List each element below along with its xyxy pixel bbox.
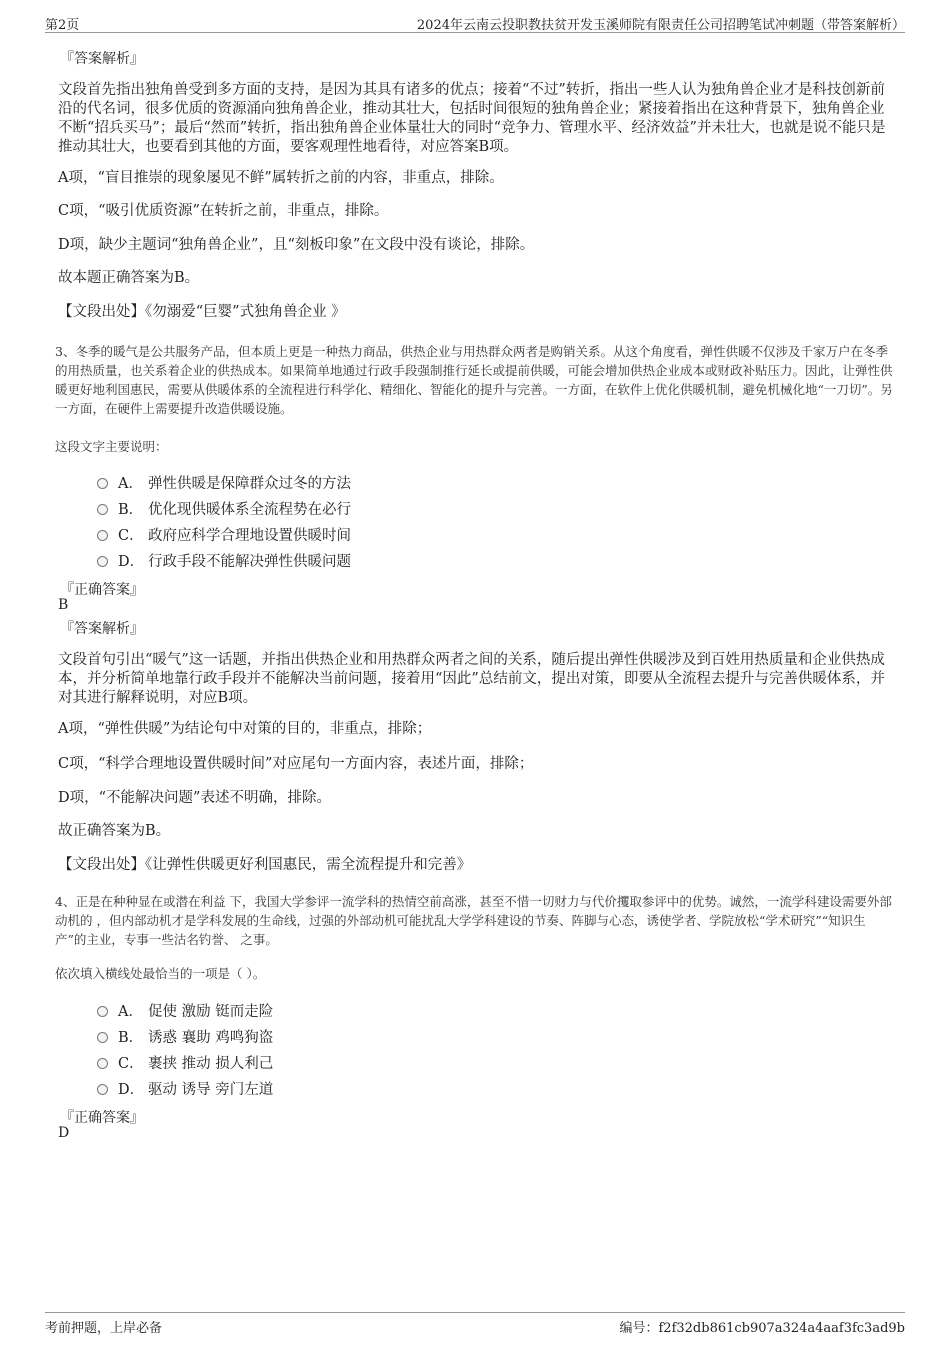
q2-analysis-body: 文段首先指出独角兽受到多方面的支持，是因为其具有诸多的优点；接着“不过”转折，指出一些人认为独角兽企业才是科技创新前沿的代名词，很多优质的资源涌向独角兽企业，推动其壮大，包括时间很短的独角兽企业；紧接着指出在这种背景下，独角兽企业不断“招兵买马”；最后“然而”转折，指出独角兽企业体量壮大的同时“竞争力、管理水平、经济效益”并未壮大，也就是说不能只是推动其壮大，也要看到其他的方面，要客观理性地看待，对应答案B项。 <box>58 82 886 155</box>
q4-option-b[interactable]: B． 诱惑 襄助 鸡鸣狗盗 <box>97 1026 273 1046</box>
footer-slogan: 考前押题，上岸必备 <box>45 1321 163 1336</box>
page-footer <box>45 1312 905 1337</box>
q2-conclusion: 故本题正确答案为B。 <box>58 270 200 286</box>
q3-source: 【文段出处】《让弹性供暖更好利国惠民，需全流程提升和完善》 <box>58 857 472 873</box>
q3-note-d: D项，“不能解决问题”表述不明确，排除。 <box>58 790 331 806</box>
footer-serial: 编号：f2f32db861cb907a324a4aaf3fc3ad9b <box>619 1321 905 1336</box>
radio-button-icon[interactable] <box>97 1032 108 1043</box>
q3-option-a[interactable]: A． 弹性供暖是保障群众过冬的方法 <box>97 472 351 492</box>
radio-button-icon[interactable] <box>97 530 108 541</box>
radio-button-icon[interactable] <box>97 1058 108 1069</box>
q2-analysis-title: 『答案解析』 <box>60 51 144 67</box>
q3-analysis-title: 『答案解析』 <box>60 621 144 637</box>
q3-note-a: A项，“弹性供暖”为结论句中对策的目的，非重点，排除； <box>58 721 432 737</box>
q3-conclusion: 故正确答案为B。 <box>58 823 171 839</box>
radio-button-icon[interactable] <box>97 1006 108 1017</box>
q4-answer-title: 『正确答案』 <box>60 1110 144 1126</box>
q3-question: 这段文字主要说明： <box>55 439 168 454</box>
q4-question: 依次填入横线处最恰当的一项是（ ）。 <box>55 966 266 981</box>
radio-button-icon[interactable] <box>97 478 108 489</box>
q3-stem: 3、冬季的暖气是公共服务产品，但本质上更是一种热力商品，供热企业与用热群众两者是购销关系。从这个角度看，弹性供暖不仅涉及千家万户在冬季的用热质量，也关系着企业的供热成本。如果简单地通过行政手段强制推行延长或提前供暖，可能会增加供热企业成本或财政补贴压力。因此，让弹性供暖更好地利国惠民，需要从供暖体系的全流程进行科学化、精细化、智能化的提升与完善。一方面，在软件上优化供暖机制，避免机械化地“一刀切”。另一方面，在硬件上需要提升改造供暖设施。 <box>55 344 893 416</box>
page-number: 第2页 <box>45 18 80 33</box>
q3-option-c[interactable]: C． 政府应科学合理地设置供暖时间 <box>97 524 351 544</box>
radio-button-icon[interactable] <box>97 504 108 515</box>
q4-option-a[interactable]: A． 促使 激励 铤而走险 <box>97 1000 273 1020</box>
radio-button-icon[interactable] <box>97 556 108 567</box>
q3-option-d[interactable]: D． 行政手段不能解决弹性供暖问题 <box>97 550 351 570</box>
q4-stem: 4、正是在种种显在或潜在利益 下，我国大学参评一流学科的热情空前高涨，甚至不惜一切财力与代价攫取参评中的优势。诚然，一流学科建设需要外部动机的 ，但内部动机才是学科发展的生命线，过强的外部动机可能扰乱大学学科建设的节奏、阵脚与心态，诱使学者、学院放松“学术研究”“知识生产”的主业，专事一些沽名钓誉、 之事。 <box>55 894 892 947</box>
q2-note-d: D项，缺少主题词“独角兽企业”，且“刻板印象”在文段中没有谈论，排除。 <box>58 237 535 253</box>
q4-option-d[interactable]: D． 驱动 诱导 旁门左道 <box>97 1078 273 1098</box>
q2-note-a: A项，“盲目推崇的现象屡见不鲜”属转折之前的内容，非重点，排除。 <box>58 170 504 186</box>
q2-source: 【文段出处】《勿溺爱“巨婴”式独角兽企业 》 <box>58 304 346 320</box>
q4-option-c[interactable]: C． 裹挟 推动 损人利己 <box>97 1052 273 1072</box>
q3-note-c: C项，“科学合理地设置供暖时间”对应尾句一方面内容，表述片面，排除； <box>58 756 534 772</box>
q3-option-b[interactable]: B． 优化现供暖体系全流程势在必行 <box>97 498 351 518</box>
radio-button-icon[interactable] <box>97 1084 108 1095</box>
q3-answer-title: 『正确答案』 <box>60 582 144 598</box>
q4-answer: D <box>58 1125 70 1141</box>
q3-answer: B <box>58 597 69 613</box>
page-header <box>45 12 905 33</box>
q3-analysis-body: 文段首句引出“暖气”这一话题，并指出供热企业和用热群众两者之间的关系，随后提出弹性供暖涉及到百姓用热质量和企业供热成本，并分析简单地靠行政手段并不能解决当前问题，接着用“因此”总结前文，提出对策，即要从全流程去提升与完善供暖体系，并对其进行解释说明，对应B项。 <box>58 652 885 706</box>
q2-note-c: C项，“吸引优质资源”在转折之前，非重点，排除。 <box>58 203 389 219</box>
document-title: 2024年云南云投职教扶贫开发玉溪师院有限责任公司招聘笔试冲刺题（带答案解析） <box>416 18 905 33</box>
